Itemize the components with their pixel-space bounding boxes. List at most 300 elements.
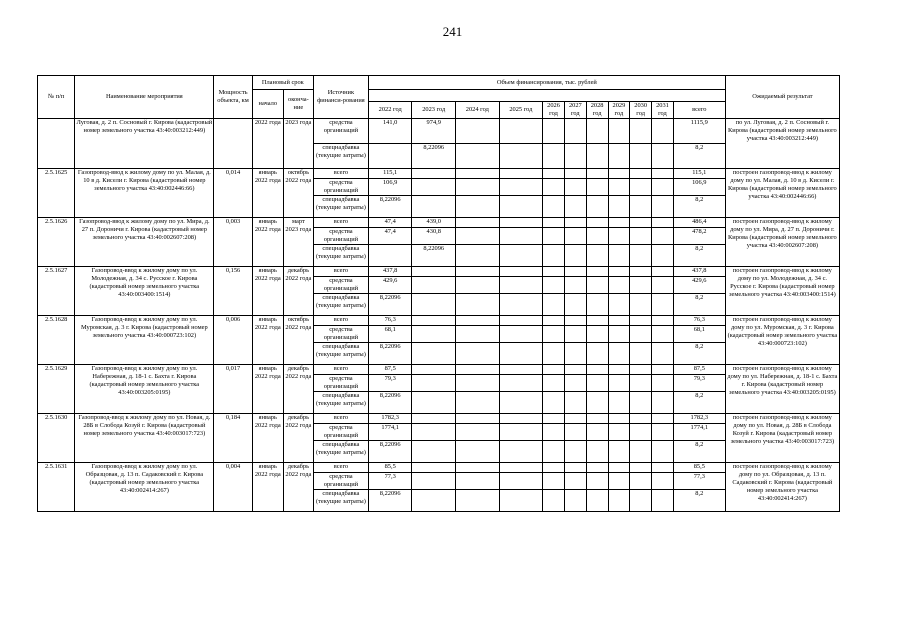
cell-empty	[543, 228, 565, 245]
entry-number	[38, 119, 75, 169]
cell-empty	[564, 316, 586, 326]
entry-start: январь 2022 года	[252, 365, 283, 414]
entry-source: всего	[313, 463, 368, 473]
cell-empty	[456, 119, 500, 144]
entry-source: средства организаций	[313, 375, 368, 392]
cell-empty	[652, 343, 674, 365]
cell-2022	[368, 144, 412, 169]
cell-empty	[564, 179, 586, 196]
cell-empty	[456, 277, 500, 294]
cell-empty	[608, 424, 630, 441]
entry-start: январь 2022 года	[252, 169, 283, 218]
cell-empty	[652, 119, 674, 144]
cell-empty	[499, 424, 543, 441]
entry-result: построен газопровод-ввод к жилому дому по ул. Малая, д. 10 в д. Кисели г. Кирова (кадастровый номер земельного участка 43:40:002446:66)	[725, 169, 839, 218]
cell-2022: 8,22096	[368, 196, 412, 218]
cell-empty	[564, 277, 586, 294]
entry-number: 2.5.1630	[38, 414, 75, 463]
entry-source: всего	[313, 365, 368, 375]
cell-2022: 79,3	[368, 375, 412, 392]
cell-2023: 8,22096	[412, 245, 456, 267]
cell-empty	[586, 228, 608, 245]
cell-total: 486,4	[673, 218, 725, 228]
cell-empty	[586, 343, 608, 365]
cell-empty	[564, 294, 586, 316]
entry-start: январь 2022 года	[252, 218, 283, 267]
cell-empty	[543, 326, 565, 343]
cell-empty	[586, 294, 608, 316]
entry-source: спецнадбавка (текущие затраты)	[313, 441, 368, 463]
entry-source: спецнадбавка (текущие затраты)	[313, 343, 368, 365]
cell-empty	[543, 490, 565, 512]
cell-empty	[456, 473, 500, 490]
entry-capacity: 0,004	[214, 463, 252, 512]
cell-2022: 115,1	[368, 169, 412, 179]
cell-empty	[586, 392, 608, 414]
cell-empty	[586, 414, 608, 424]
cell-total: 79,3	[673, 375, 725, 392]
cell-empty	[564, 441, 586, 463]
entry-result: построен газопровод-ввод к жилому дому по ул. Муромская, д. 3 г. Кирова (кадастровый номер земельного участка 43:40:000723:102)	[725, 316, 839, 365]
entry-source: спецнадбавка (текущие затраты)	[313, 196, 368, 218]
entry-end: 2023 года	[283, 119, 313, 169]
cell-empty	[456, 169, 500, 179]
entry-capacity: 0,017	[214, 365, 252, 414]
cell-total: 106,9	[673, 179, 725, 196]
cell-empty	[499, 365, 543, 375]
page-number: 241	[442, 24, 463, 39]
cell-total: 87,5	[673, 365, 725, 375]
entry-capacity: 0,184	[214, 414, 252, 463]
cell-2023	[412, 326, 456, 343]
cell-2022: 141,0	[368, 119, 412, 144]
cell-empty	[652, 490, 674, 512]
table-header	[38, 76, 840, 119]
cell-empty	[499, 392, 543, 414]
cell-empty	[608, 365, 630, 375]
entry-end: декабрь 2022 года	[283, 267, 313, 316]
cell-empty	[652, 294, 674, 316]
cell-empty	[543, 463, 565, 473]
entry-result: построен газопровод-ввод к жилому дому по ул. Молодежная, д. 34 с. Русское г. Кирова (кадастровый номер земельного участка 43:40:003400:1514)	[725, 267, 839, 316]
cell-total: 8,2	[673, 144, 725, 169]
cell-empty	[586, 196, 608, 218]
cell-2022: 87,5	[368, 365, 412, 375]
header-year: 2028 год	[586, 102, 608, 119]
cell-empty	[499, 294, 543, 316]
cell-2023: 430,8	[412, 228, 456, 245]
cell-empty	[499, 169, 543, 179]
cell-empty	[586, 169, 608, 179]
cell-empty	[456, 316, 500, 326]
cell-empty	[608, 463, 630, 473]
cell-empty	[630, 294, 652, 316]
cell-empty	[630, 228, 652, 245]
header-year: 2026 год	[543, 102, 565, 119]
header-year: 2023 год	[412, 102, 456, 119]
cell-empty	[608, 392, 630, 414]
cell-empty	[564, 463, 586, 473]
cell-empty	[608, 277, 630, 294]
cell-2022: 8,22096	[368, 343, 412, 365]
cell-total: 77,3	[673, 473, 725, 490]
cell-empty	[456, 228, 500, 245]
entry-source: спецнадбавка (текущие затраты)	[313, 392, 368, 414]
entry-source: спецнадбавка (текущие затраты)	[313, 144, 368, 169]
cell-empty	[630, 144, 652, 169]
cell-total: 478,2	[673, 228, 725, 245]
header-name: Наименование мероприятия	[75, 76, 214, 119]
cell-empty	[456, 179, 500, 196]
cell-total: 115,1	[673, 169, 725, 179]
cell-empty	[630, 119, 652, 144]
entry-start: январь 2022 года	[252, 267, 283, 316]
cell-empty	[630, 392, 652, 414]
cell-empty	[586, 144, 608, 169]
cell-empty	[630, 414, 652, 424]
cell-2023	[412, 294, 456, 316]
cell-empty	[586, 424, 608, 441]
cell-2023	[412, 424, 456, 441]
financing-table	[37, 75, 840, 512]
cell-2022: 68,1	[368, 326, 412, 343]
entry-start: 2022 года	[252, 119, 283, 169]
cell-2023	[412, 343, 456, 365]
header-year: 2027 год	[564, 102, 586, 119]
entry-end: март 2023 года	[283, 218, 313, 267]
entry-source: спецнадбавка (текущие затраты)	[313, 294, 368, 316]
cell-empty	[543, 414, 565, 424]
cell-2023	[412, 365, 456, 375]
table-row	[38, 169, 840, 179]
cell-2023: 974,9	[412, 119, 456, 144]
cell-empty	[586, 267, 608, 277]
header-start: начало	[252, 90, 283, 119]
cell-empty	[543, 267, 565, 277]
cell-2022: 1774,1	[368, 424, 412, 441]
entry-source: средства организаций	[313, 179, 368, 196]
cell-2023	[412, 169, 456, 179]
header-end: оконча-ние	[283, 90, 313, 119]
cell-empty	[652, 375, 674, 392]
cell-empty	[652, 424, 674, 441]
cell-empty	[608, 490, 630, 512]
entry-capacity: 0,006	[214, 316, 252, 365]
cell-total: 8,2	[673, 196, 725, 218]
cell-empty	[564, 490, 586, 512]
cell-empty	[586, 218, 608, 228]
table-row	[38, 463, 840, 473]
table-row	[38, 316, 840, 326]
cell-empty	[564, 326, 586, 343]
cell-empty	[456, 375, 500, 392]
cell-total: 8,2	[673, 490, 725, 512]
entry-name: Газопровод-ввод к жилому дому по ул. Малая, д. 10 в д. Кисели г. Кирова (кадастровый номер земельного участка 43:40:002446:66)	[75, 169, 214, 218]
cell-empty	[456, 343, 500, 365]
entry-end: декабрь 2022 года	[283, 414, 313, 463]
cell-2023	[412, 463, 456, 473]
cell-empty	[564, 245, 586, 267]
cell-empty	[608, 414, 630, 424]
header-year: 2022 год	[368, 102, 412, 119]
entry-start: январь 2022 года	[252, 316, 283, 365]
cell-empty	[499, 473, 543, 490]
entry-end: декабрь 2022 года	[283, 365, 313, 414]
cell-empty	[608, 267, 630, 277]
cell-empty	[630, 424, 652, 441]
entry-name: Луговая, д. 2 п. Сосновый г. Кирова (кадастровый номер земельного участка 43:40:003212:449)	[75, 119, 214, 169]
cell-empty	[456, 365, 500, 375]
cell-empty	[630, 473, 652, 490]
header-result: Ожидаемый результат	[725, 76, 839, 119]
cell-empty	[630, 218, 652, 228]
cell-empty	[608, 169, 630, 179]
cell-empty	[608, 375, 630, 392]
cell-empty	[586, 490, 608, 512]
cell-empty	[543, 473, 565, 490]
cell-2022: 77,3	[368, 473, 412, 490]
cell-empty	[630, 441, 652, 463]
entry-result: построен газопровод-ввод к жилому дому по ул. Мира, д. 27 п. Дороничи г. Кирова (кадастровый номер земельного участка 43:40:002607:208)	[725, 218, 839, 267]
cell-empty	[543, 392, 565, 414]
entry-source: средства организаций	[313, 473, 368, 490]
cell-2022: 47,4	[368, 228, 412, 245]
cell-empty	[543, 424, 565, 441]
entry-number: 2.5.1628	[38, 316, 75, 365]
cell-empty	[564, 169, 586, 179]
table-row	[38, 267, 840, 277]
cell-empty	[630, 277, 652, 294]
entry-source: всего	[313, 267, 368, 277]
cell-total: 1782,3	[673, 414, 725, 424]
entry-result: построен газопровод-ввод к жилому дому по ул. Новая, д. 28Б в Слобода Козуй г. Кирова (кадастровый номер земельного участка 43:40:003017:723)	[725, 414, 839, 463]
cell-empty	[608, 294, 630, 316]
cell-total: 76,3	[673, 316, 725, 326]
cell-empty	[543, 375, 565, 392]
cell-empty	[652, 441, 674, 463]
entry-capacity: 0,014	[214, 169, 252, 218]
cell-empty	[564, 392, 586, 414]
cell-empty	[652, 267, 674, 277]
entry-source: средства организаций	[313, 326, 368, 343]
cell-empty	[456, 414, 500, 424]
cell-empty	[564, 196, 586, 218]
cell-empty	[543, 179, 565, 196]
cell-empty	[652, 392, 674, 414]
header-year: 2025 год	[499, 102, 543, 119]
cell-empty	[499, 144, 543, 169]
cell-empty	[586, 179, 608, 196]
cell-empty	[564, 267, 586, 277]
cell-empty	[652, 463, 674, 473]
cell-2023	[412, 490, 456, 512]
cell-empty	[630, 463, 652, 473]
cell-empty	[630, 179, 652, 196]
cell-empty	[499, 277, 543, 294]
entry-source: средства организаций	[313, 119, 368, 144]
cell-empty	[586, 245, 608, 267]
cell-2022: 76,3	[368, 316, 412, 326]
cell-empty	[608, 228, 630, 245]
cell-empty	[564, 424, 586, 441]
cell-empty	[543, 294, 565, 316]
entry-capacity	[214, 119, 252, 169]
cell-2023	[412, 375, 456, 392]
entry-source: всего	[313, 169, 368, 179]
cell-total: 8,2	[673, 294, 725, 316]
cell-empty	[543, 119, 565, 144]
cell-empty	[564, 375, 586, 392]
cell-empty	[564, 144, 586, 169]
cell-empty	[630, 196, 652, 218]
cell-total: 1115,9	[673, 119, 725, 144]
cell-empty	[630, 343, 652, 365]
entry-name: Газопровод-ввод к жилому дому по ул. Мира, д. 27 п. Дороничи г. Кирова (кадастровый номер земельного участка 43:40:002607:208)	[75, 218, 214, 267]
cell-empty	[630, 267, 652, 277]
entry-capacity: 0,003	[214, 218, 252, 267]
cell-2022: 429,6	[368, 277, 412, 294]
cell-empty	[586, 365, 608, 375]
cell-2023	[412, 441, 456, 463]
cell-empty	[543, 144, 565, 169]
cell-empty	[456, 218, 500, 228]
cell-2023	[412, 414, 456, 424]
entry-source: всего	[313, 414, 368, 424]
cell-2023	[412, 196, 456, 218]
cell-empty	[456, 326, 500, 343]
cell-empty	[456, 463, 500, 473]
cell-empty	[543, 343, 565, 365]
cell-2022: 437,8	[368, 267, 412, 277]
cell-total: 8,2	[673, 343, 725, 365]
cell-empty	[543, 169, 565, 179]
cell-empty	[499, 375, 543, 392]
cell-total: 68,1	[673, 326, 725, 343]
table-row	[38, 414, 840, 424]
cell-2022: 1782,3	[368, 414, 412, 424]
entry-name: Газопровод-ввод к жилому дому по ул. Новая, д. 28Б в Слобода Козуй г. Кирова (кадастровый номер земельного участка 43:40:003017:723)	[75, 414, 214, 463]
cell-empty	[586, 473, 608, 490]
cell-empty	[608, 119, 630, 144]
cell-empty	[499, 196, 543, 218]
cell-empty	[608, 179, 630, 196]
cell-empty	[586, 463, 608, 473]
cell-2023	[412, 316, 456, 326]
table-body	[38, 119, 840, 512]
cell-empty	[608, 144, 630, 169]
cell-empty	[652, 473, 674, 490]
cell-empty	[499, 490, 543, 512]
entry-end: октябрь 2022 года	[283, 316, 313, 365]
cell-empty	[630, 316, 652, 326]
cell-empty	[608, 343, 630, 365]
entry-source: средства организаций	[313, 424, 368, 441]
header-capacity: Мощность объекта, км	[214, 76, 252, 119]
entry-number: 2.5.1629	[38, 365, 75, 414]
cell-empty	[630, 245, 652, 267]
entry-source: всего	[313, 316, 368, 326]
cell-2023	[412, 392, 456, 414]
cell-empty	[456, 441, 500, 463]
cell-empty	[652, 144, 674, 169]
cell-empty	[499, 463, 543, 473]
cell-2023: 439,0	[412, 218, 456, 228]
table-row	[38, 365, 840, 375]
cell-empty	[499, 218, 543, 228]
cell-empty	[630, 375, 652, 392]
cell-empty	[652, 179, 674, 196]
table-row	[38, 119, 840, 144]
cell-empty	[543, 218, 565, 228]
entry-number: 2.5.1625	[38, 169, 75, 218]
cell-2022: 8,22096	[368, 294, 412, 316]
cell-empty	[652, 414, 674, 424]
entry-result: построен газопровод-ввод к жилому дому по ул. Образцовая, д. 13 п. Садаковский г. Кирова (кадастровый номер земельного участка 43:40:002414:267)	[725, 463, 839, 512]
cell-2023	[412, 267, 456, 277]
entry-start: январь 2022 года	[252, 463, 283, 512]
cell-2023	[412, 277, 456, 294]
cell-empty	[456, 144, 500, 169]
entry-capacity: 0,156	[214, 267, 252, 316]
cell-2022: 85,5	[368, 463, 412, 473]
entry-name: Газопровод-ввод к жилому дому по ул. Образцовая, д. 13 п. Садаковский г. Кирова (кадастровый номер земельного участка 43:40:002414:267)	[75, 463, 214, 512]
entry-source: средства организаций	[313, 228, 368, 245]
cell-total: 85,5	[673, 463, 725, 473]
cell-total: 8,2	[673, 392, 725, 414]
cell-2023	[412, 179, 456, 196]
cell-empty	[564, 228, 586, 245]
cell-empty	[543, 196, 565, 218]
cell-total: 1774,1	[673, 424, 725, 441]
cell-empty	[499, 179, 543, 196]
cell-2022: 8,22096	[368, 392, 412, 414]
header-year: 2024 год	[456, 102, 500, 119]
cell-total: 429,6	[673, 277, 725, 294]
cell-2022: 106,9	[368, 179, 412, 196]
header-source: Источник финанси-рования	[313, 76, 368, 119]
cell-empty	[652, 169, 674, 179]
header-num: № п/п	[38, 76, 75, 119]
entry-result: по ул. Луговая, д. 2 п. Сосновый г. Кирова (кадастровый номер земельного участка 43:40:003212:449)	[725, 119, 839, 169]
entry-source: средства организаций	[313, 277, 368, 294]
table-row	[38, 218, 840, 228]
cell-empty	[608, 218, 630, 228]
cell-total: 437,8	[673, 267, 725, 277]
cell-empty	[564, 343, 586, 365]
cell-2022	[368, 245, 412, 267]
header-period: Плановый срок	[252, 76, 313, 90]
cell-empty	[652, 228, 674, 245]
cell-empty	[586, 375, 608, 392]
cell-empty	[499, 119, 543, 144]
cell-empty	[543, 365, 565, 375]
cell-empty	[652, 277, 674, 294]
cell-empty	[608, 245, 630, 267]
header-year: 2029 год	[608, 102, 630, 119]
cell-2023	[412, 473, 456, 490]
cell-total: 8,2	[673, 245, 725, 267]
cell-empty	[630, 326, 652, 343]
entry-name: Газопровод-ввод к жилому дому по ул. Муромская, д. 3 г. Кирова (кадастровый номер земельного участка 43:40:000723:102)	[75, 316, 214, 365]
cell-empty	[456, 490, 500, 512]
cell-empty	[652, 326, 674, 343]
cell-empty	[499, 441, 543, 463]
entry-result: построен газопровод-ввод к жилому дому по ул. Набережная, д. 18-1 с. Бахта г. Кирова (кадастровый номер земельного участка 43:40:003205:0195)	[725, 365, 839, 414]
cell-empty	[543, 316, 565, 326]
cell-empty	[608, 473, 630, 490]
cell-empty	[608, 196, 630, 218]
header-year: 2030 год	[630, 102, 652, 119]
